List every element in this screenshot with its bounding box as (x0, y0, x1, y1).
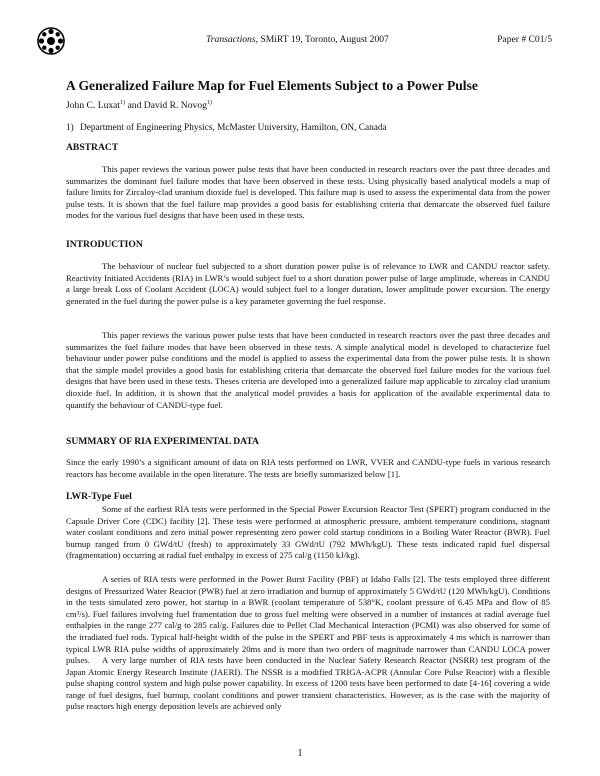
affiliation-text: Department of Engineering Physics, McMaster University, Hamilton, ON, Canada (80, 123, 387, 133)
affiliation (66, 123, 387, 133)
page-number: 1 (297, 748, 303, 759)
abstract-text: This paper reviews the various power pulse tests that have been conducted in research reactors over the past three decades and summarizes the dominant fuel failure modes that have been observed in these tests. Using physically based analytical models a map of failure limits for Zircaloy-clad uranium dioxide fuel is developed. This failure map is used to assess the experimental data from the power pulse tests. It is shown that the fuel failure map provides a good basis for establishing criteria that demarcate the observed fuel failure modes for the various fuel designs that have been used in these tests. (66, 164, 550, 221)
author-2-affil-mark: 1) (206, 100, 212, 106)
paper-title: A Generalized Failure Map for Fuel Elements Subject to a Power Pulse (66, 78, 478, 93)
lwr-paragraph-2: A series of RIA tests were performed in the Power Burst Facility (PBF) at Idaho Falls [2]. The tests employed three different designs of Pressurized Water Reactor (PWR) fuel at zero irradiation and burnup of approximately 5 GWd/tU (120 MWh/kgU). Conditions in the tests simulated zero power, hot startup in a BWR (coolant temperature of 538°K, coolant pressure of 6.45 MPa and flow of 85 cm³/s). Fuel failures involving fuel framentation due to gross fuel melting were observed in a number of instances at radial average fuel enthalpies in the range 277 cal/g to 285 cal/g. Failures due to Pellet Clad Mechanical Interaction (PCMI) was also observed for some of the irradiated fuel rods. Typical half-height width of the pulse in the SPERT and PBF tests is approximately 4 ms which is narrower than typical LWR RIA pulse widths of approximately 20ms and is more than two orders of magnitude narrower than CANDU LOCA power pulses. (66, 574, 550, 666)
paper-number: Paper # C01/5 (497, 34, 552, 45)
abstract-heading: ABSTRACT (66, 142, 119, 153)
journal-name: Transactions, (206, 34, 258, 45)
author-1-affil-mark: 1) (120, 100, 126, 106)
author-2: and David R. Novog (125, 100, 207, 112)
lwr-fuel-heading: LWR-Type Fuel (66, 491, 132, 502)
introduction-heading: INTRODUCTION (66, 239, 143, 250)
lwr-paragraph-1: Some of the earliest RIA tests were performed in the Special Power Excursion Reactor Test (SPERT) program conducted in the Capsule Driver Core (CDC) facility [2]. These tests were performed at atmospheric pressure, ambient temperature conditions, stagnant water coolant conditions and zero initial power representing zero power cold startup conditions in a Boiling Water Reactor (BWR). Fuel burnup ranged from 0 GWd/tU (fresh) to approximately 33 GWd/tU (792 MWh/kgU). These tests indicated rapid fuel dispersal (fragmentation) occurring at radial fuel enthalpy in excess of 275 cal/g (1150 kJ/kg). (66, 504, 550, 561)
introduction-paragraph-1: The behaviour of nuclear fuel subjected to a short duration power pulse is of relevance to LWR and CANDU reactor safety. Reactivity Initiated Accidents (RIA) in LWR’s would subject fuel to a short duration power pulse of large amplitude, whereas in CANDU a large break Loss of Coolant Accident (LOCA) would subject fuel to a longer duration, lower amplitude power excursion. The energy generated in the fuel during the power pulse is a key parameter governing the fuel response. (66, 261, 550, 306)
author-1: John C. Luxat (66, 100, 121, 112)
summary-heading: SUMMARY OF RIA EXPERIMENTAL DATA (66, 436, 259, 447)
running-header (206, 34, 389, 45)
introduction-paragraph-2: This paper reviews the various power pulse tests that have been conducted in research reactors over the past three decades and summarizes the fuel failure modes that have been observed in these tests. A simple analytical model is developed to characterize fuel behaviour under power pulse conditions and the model is applied to assess the experimental data from the power pulse tests. It is shown that the simple model provides a good basis for establishing criteria that demarcate the observed fuel failure modes for the various fuel designs that have been used in these tests. Theses criteria are developed into a generalized failure map applicable to zircaloy clad uranium dioxide fuel. In addition, it is shown that the analytical model provides a basis for application of the available experimental data to quantify the behaviour of CANDU-type fuel. (66, 330, 550, 410)
summary-paragraph-1: Since the early 1990’s a significant amount of data on RIA tests performed on LWR, VVER and CANDU-type fuels in various research reactors has become available in the open literature. The tests are briefly summarized below [1]. (66, 457, 550, 479)
author-line (66, 100, 212, 111)
affiliation-number: 1) (66, 123, 74, 133)
smirt-logo-icon (36, 26, 66, 56)
lwr-paragraph-3: A very large number of RIA tests have been conducted in the Nuclear Safety Research Reactor (NSRR) test program of the Japan Atomic Energy Research Institute (JAERI). The NSSR is a modified TRIGA-ACPR (Annular Core Pulse Reactor) with a flexible pulse shaping control system and high pulse power capability. In excess of 1200 tests have been performed to date [4-16] covering a wide range of fuel designs, fuel burnup, coolant conditions and power transient characteristics. However, as is the case with the majority of pulse reactors high energy deposition levels are achieved only (66, 655, 550, 712)
conference-info: SMiRT 19, Toronto, August 2007 (257, 34, 389, 45)
